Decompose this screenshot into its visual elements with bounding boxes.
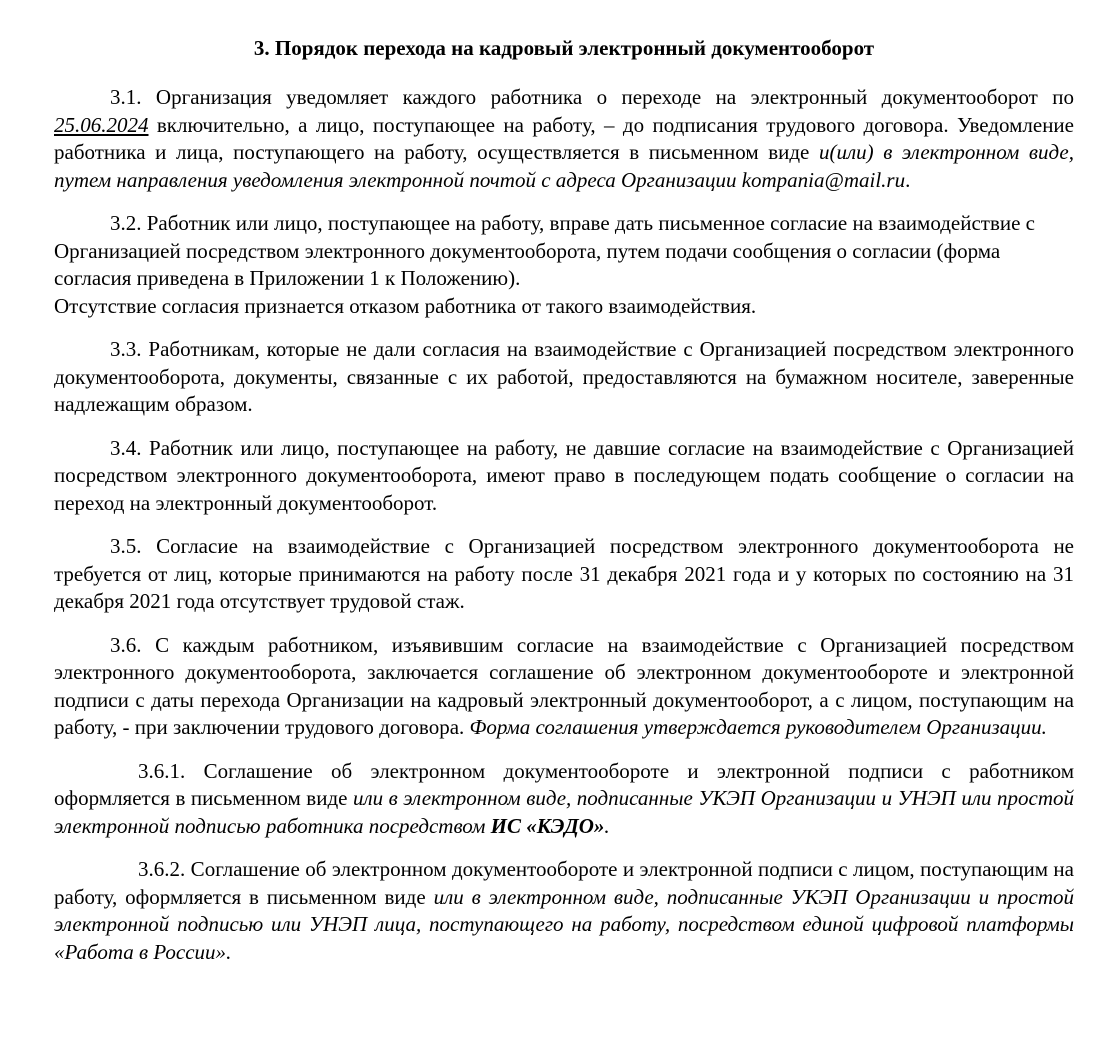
paragraph-3-6-2-italic: или в электронном виде, подписанные УКЭП Организации и простой электронной подписью или УНЭП лица, поступающего на работу, посредством единой цифровой платформы «Работа в России»: [54, 884, 1074, 964]
paragraph-3-1-italic: и(или) в электронном виде, путем направления уведомления электронной почтой с адреса Организации kompania@mail.ru: [54, 140, 1074, 192]
paragraph-3-5-text: 3.5. Согласие на взаимодействие с Организацией посредством электронного документооборота не требуется от лиц, которые принимаются на работу после 31 декабря 2021 года и у которых по состоянию на 31 декабря 2021 года отсутствует трудовой стаж.: [54, 534, 1074, 613]
paragraph-3-6-1-text: 3.6.1. Соглашение об электронном документообороте и электронной подписи с работником оформляется в письменном виде: [54, 758, 1074, 810]
paragraph-3-1-end: .: [905, 167, 911, 192]
notification-deadline-date: 25.06.2024: [54, 112, 149, 137]
paragraph-3-2-text: 3.2. Работник или лицо, поступающее на работу, вправе дать письменное согласие на взаимодействие с Организацией посредством электронного документооборота, путем подачи сообщения о согласии (форма согласия приведена в Приложении 1 к Положению).: [54, 211, 1035, 290]
paragraph-3-4-text: 3.4. Работник или лицо, поступающее на работу, не давшие согласие на взаимодействие с Организацией посредством электронного документооборота, имеют право в последующем подать сообщение о согласии на переход на электронный документооборот.: [54, 435, 1074, 515]
paragraph-3-4: [54, 435, 1074, 518]
paragraph-3-1-text-a: Организация уведомляет каждого работника о переходе на электронный документооборот по: [141, 85, 1074, 109]
paragraph-3-6-2-end: .: [226, 939, 232, 964]
paragraph-3-6: [54, 632, 1074, 742]
paragraph-3-1-number: 3.1.: [110, 85, 142, 109]
paragraph-3-6-text: 3.6. С каждым работником, изъявившим согласие на взаимодействие с Организацией посредством электронного документооборота, заключается соглашение об электронном документообороте и электронной подписи с даты перехода Организации на кадровый электронный документооборот, а с лицом, поступающим на работу, - при заключении трудового договора.: [54, 632, 1074, 739]
paragraph-3-6-italic: Форма соглашения утверждается руководителем Организации.: [469, 715, 1047, 739]
section-title: 3. Порядок перехода на кадровый электронный документооборот: [253, 36, 875, 60]
paragraph-3-6-2-text: 3.6.2. Соглашение об электронном документообороте и электронной подписи с лицом, поступающим на работу, оформляется в письменном виде: [54, 857, 1074, 909]
paragraph-3-3: [54, 336, 1074, 419]
paragraph-3-3-text: 3.3. Работникам, которые не дали согласия на взаимодействие с Организацией посредством электронного документооборота, документы, связанные с их работой, предоставляются на бумажном носителе, заверенные надлежащим образом.: [54, 337, 1074, 416]
paragraph-3-6-1-bold: ИС «КЭДО»: [490, 813, 605, 838]
paragraph-3-6-2: [54, 856, 1074, 966]
paragraph-3-1-text-b: включительно, а лицо, поступающее на работу, – до подписания трудового договора. Уведомление работника и лица, поступающего на работу, осуществляется в письменном виде: [54, 112, 1074, 164]
paragraph-3-6-1: [54, 758, 1074, 841]
paragraph-3-5: [54, 533, 1074, 616]
paragraph-3-6-1-italic: или в электронном виде, подписанные УКЭП Организации и УНЭП или простой электронной подписью работника посредством: [54, 786, 1074, 838]
paragraph-3-2-line2: Отсутствие согласия признается отказом работника от такого взаимодействия.: [54, 293, 757, 318]
paragraph-3-1: [54, 84, 1074, 194]
paragraph-3-6-1-end: .: [604, 813, 610, 838]
paragraph-3-2: [54, 210, 1074, 320]
